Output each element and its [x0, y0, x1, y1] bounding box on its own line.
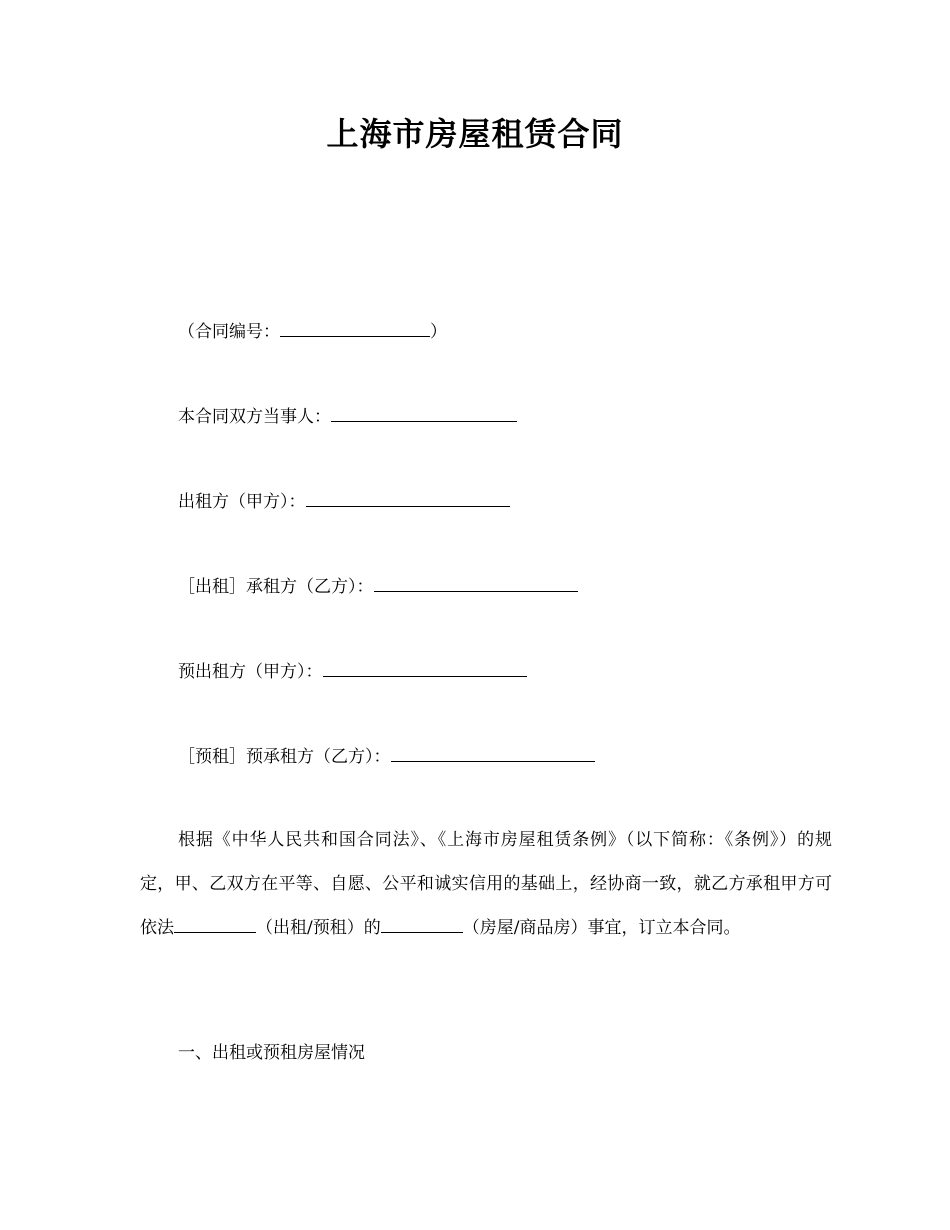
preamble-part3: （房屋/商品房）事宜，订立本合同。: [462, 918, 741, 938]
preamble-paragraph: [140, 818, 832, 950]
pre-lessee-label: ［预租］预承租方（乙方）：: [178, 747, 391, 767]
lessor-line: [178, 488, 510, 514]
pre-lessee-field[interactable]: [391, 743, 595, 762]
parties-line: [178, 403, 517, 429]
pre-lessor-label: 预出租方（甲方）：: [178, 662, 323, 682]
lessee-line: [178, 573, 578, 599]
lessee-label: ［出租］承租方（乙方）：: [178, 577, 374, 597]
pre-lessor-line: [178, 658, 527, 684]
contract-number-label: （合同编号：: [178, 322, 280, 342]
preamble-part1: 根据《中华人民共和国合同法》、《上海市房屋租赁条例》（以下简称：《条例》）的规定，甲、乙双方在平等、自愿、公平和诚实信用的基础上，经协商一致，就乙方承租甲方可依法: [140, 830, 832, 938]
lease-type-field[interactable]: [174, 914, 256, 933]
parties-field[interactable]: [331, 403, 517, 422]
pre-lessor-field[interactable]: [323, 658, 527, 677]
lessee-field[interactable]: [374, 573, 578, 592]
lessor-label: 出租方（甲方）：: [178, 492, 306, 512]
document-title: 上海市房屋租赁合同: [326, 115, 624, 153]
parties-label: 本合同双方当事人：: [178, 407, 331, 427]
contract-number-field[interactable]: [280, 318, 430, 337]
lessor-field[interactable]: [306, 488, 510, 507]
contract-number-close: ）: [430, 322, 447, 342]
preamble-part2: （出租/预租）的: [256, 918, 381, 938]
pre-lessee-line: [178, 743, 595, 769]
property-type-field[interactable]: [381, 914, 463, 933]
section1-heading: 一、出租或预租房屋情况: [178, 1043, 365, 1063]
contract-number-line: [178, 318, 447, 344]
